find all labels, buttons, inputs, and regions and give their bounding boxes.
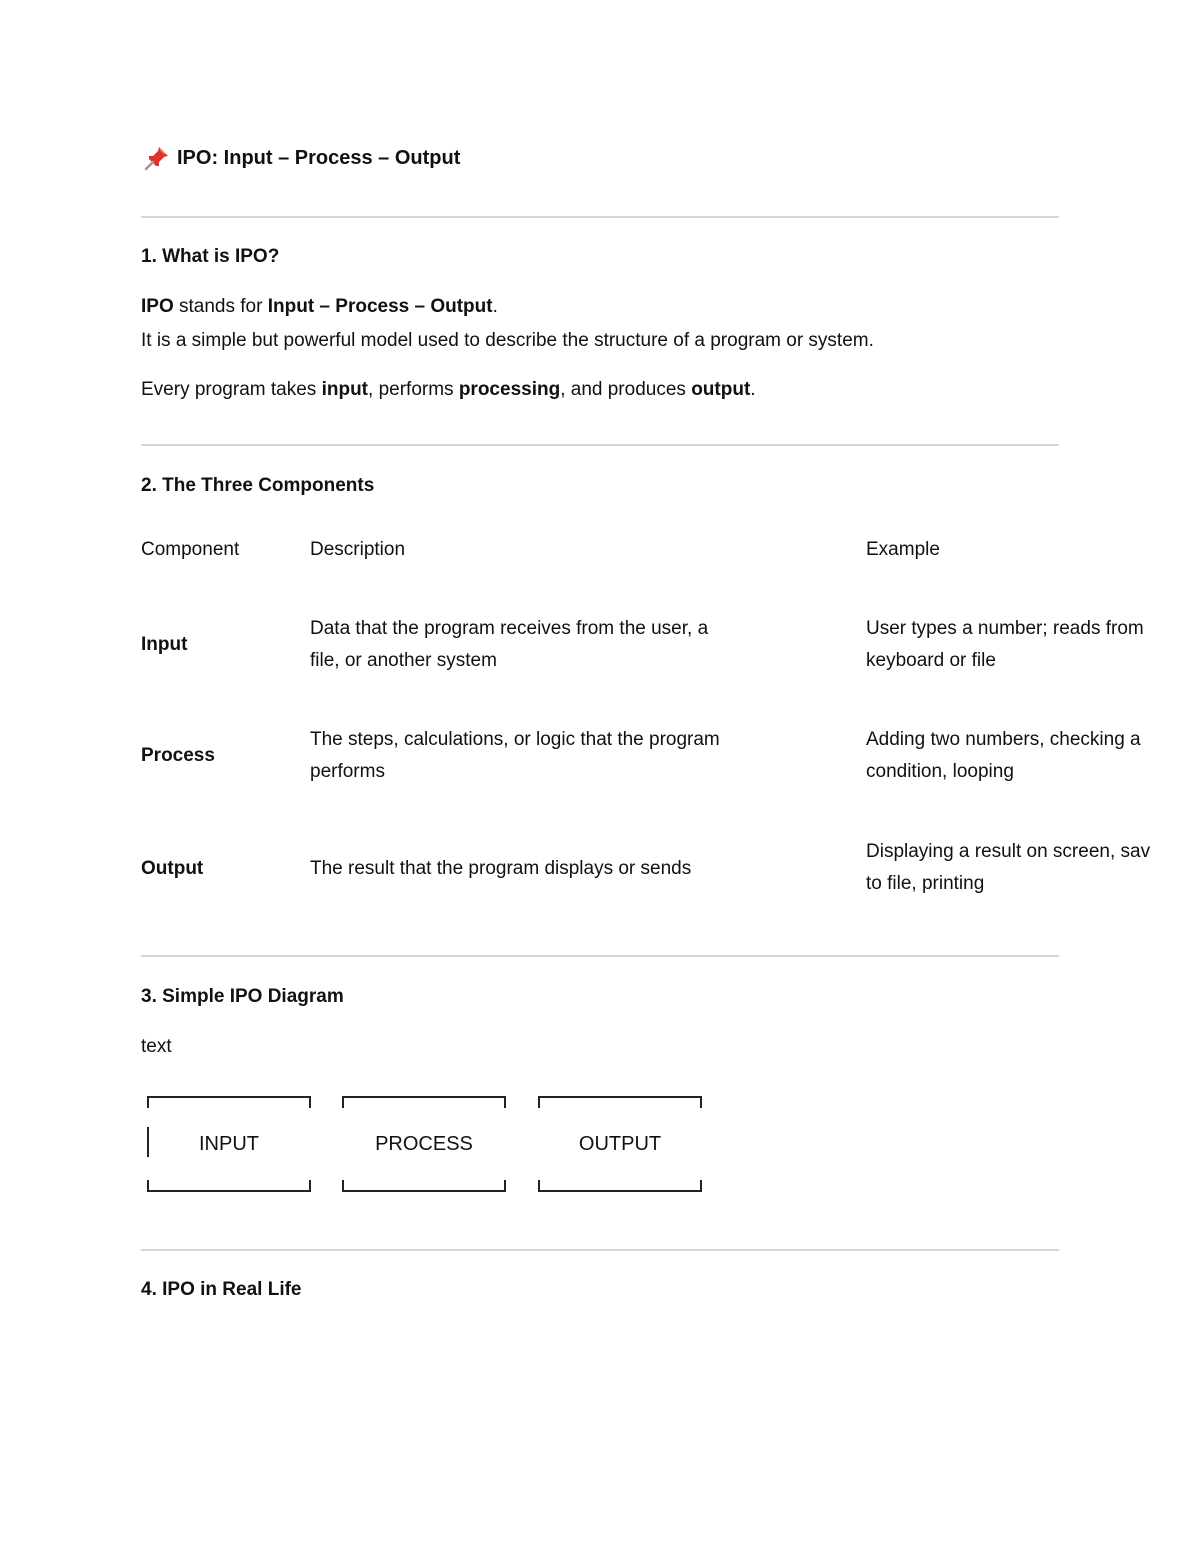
table-row-component: Input (141, 634, 188, 655)
summary-input: input (321, 379, 369, 400)
table-row-description: performs (310, 761, 385, 782)
divider (141, 1249, 1059, 1251)
summary-output: output (691, 379, 751, 400)
section-heading-ipo-real-life: 4. IPO in Real Life (141, 1279, 302, 1300)
table-row-description: file, or another system (310, 650, 497, 671)
code-language-label: text (141, 1036, 172, 1057)
diagram-box-process (342, 1096, 506, 1192)
box-label: PROCESS (375, 1133, 473, 1155)
table-row-example: keyboard or file (866, 650, 996, 671)
section-heading-what-is-ipo: 1. What is IPO? (141, 246, 280, 267)
table-row-example: condition, looping (866, 761, 1014, 782)
pushpin-icon (143, 144, 171, 172)
divider (141, 216, 1059, 218)
summary-text: . (750, 379, 756, 400)
ipo-description-line: It is a simple but powerful model used to describe the structure of a program or system. (141, 330, 874, 351)
document-page (141, 0, 1200, 1553)
table-header-description: Description (310, 539, 406, 560)
diagram-box-input (147, 1096, 311, 1192)
summary-processing: processing (458, 379, 561, 400)
table-row-component: Process (141, 745, 215, 766)
ipo-expansion: Input – Process – Output (267, 296, 493, 317)
box-label: OUTPUT (578, 1133, 662, 1155)
table-row-example: User types a number; reads from (866, 618, 1144, 639)
table-row-description: The result that the program displays or sends (310, 858, 692, 879)
ipo-definition-line (141, 290, 498, 324)
definition-period: . (492, 296, 498, 317)
section-heading-ipo-diagram: 3. Simple IPO Diagram (141, 986, 344, 1007)
table-header-example: Example (866, 539, 940, 560)
table-row-component: Output (141, 858, 204, 879)
ipo-term: IPO (141, 296, 174, 317)
title-text: IPO: Input – Process – Output (177, 146, 461, 169)
section-heading-three-components: 2. The Three Components (141, 475, 375, 496)
definition-text: stands for (173, 296, 268, 317)
table-row-description: The steps, calculations, or logic that the program (310, 729, 720, 750)
divider (141, 955, 1059, 957)
diagram-box-output (538, 1096, 702, 1192)
box-label: INPUT (199, 1133, 259, 1155)
divider (141, 444, 1059, 446)
table-row-example: to file, printing (866, 873, 985, 894)
summary-text: Every program takes (141, 379, 322, 400)
table-row-description: Data that the program receives from the user, a (310, 618, 709, 639)
ipo-summary-line (141, 373, 756, 407)
table-row-example: Adding two numbers, checking a (866, 729, 1141, 750)
summary-text: , performs (368, 379, 459, 400)
table-row-example: Displaying a result on screen, sav (866, 841, 1151, 862)
summary-text: , and produces (560, 379, 692, 400)
document-title (143, 144, 460, 172)
table-header-component: Component (141, 539, 240, 560)
